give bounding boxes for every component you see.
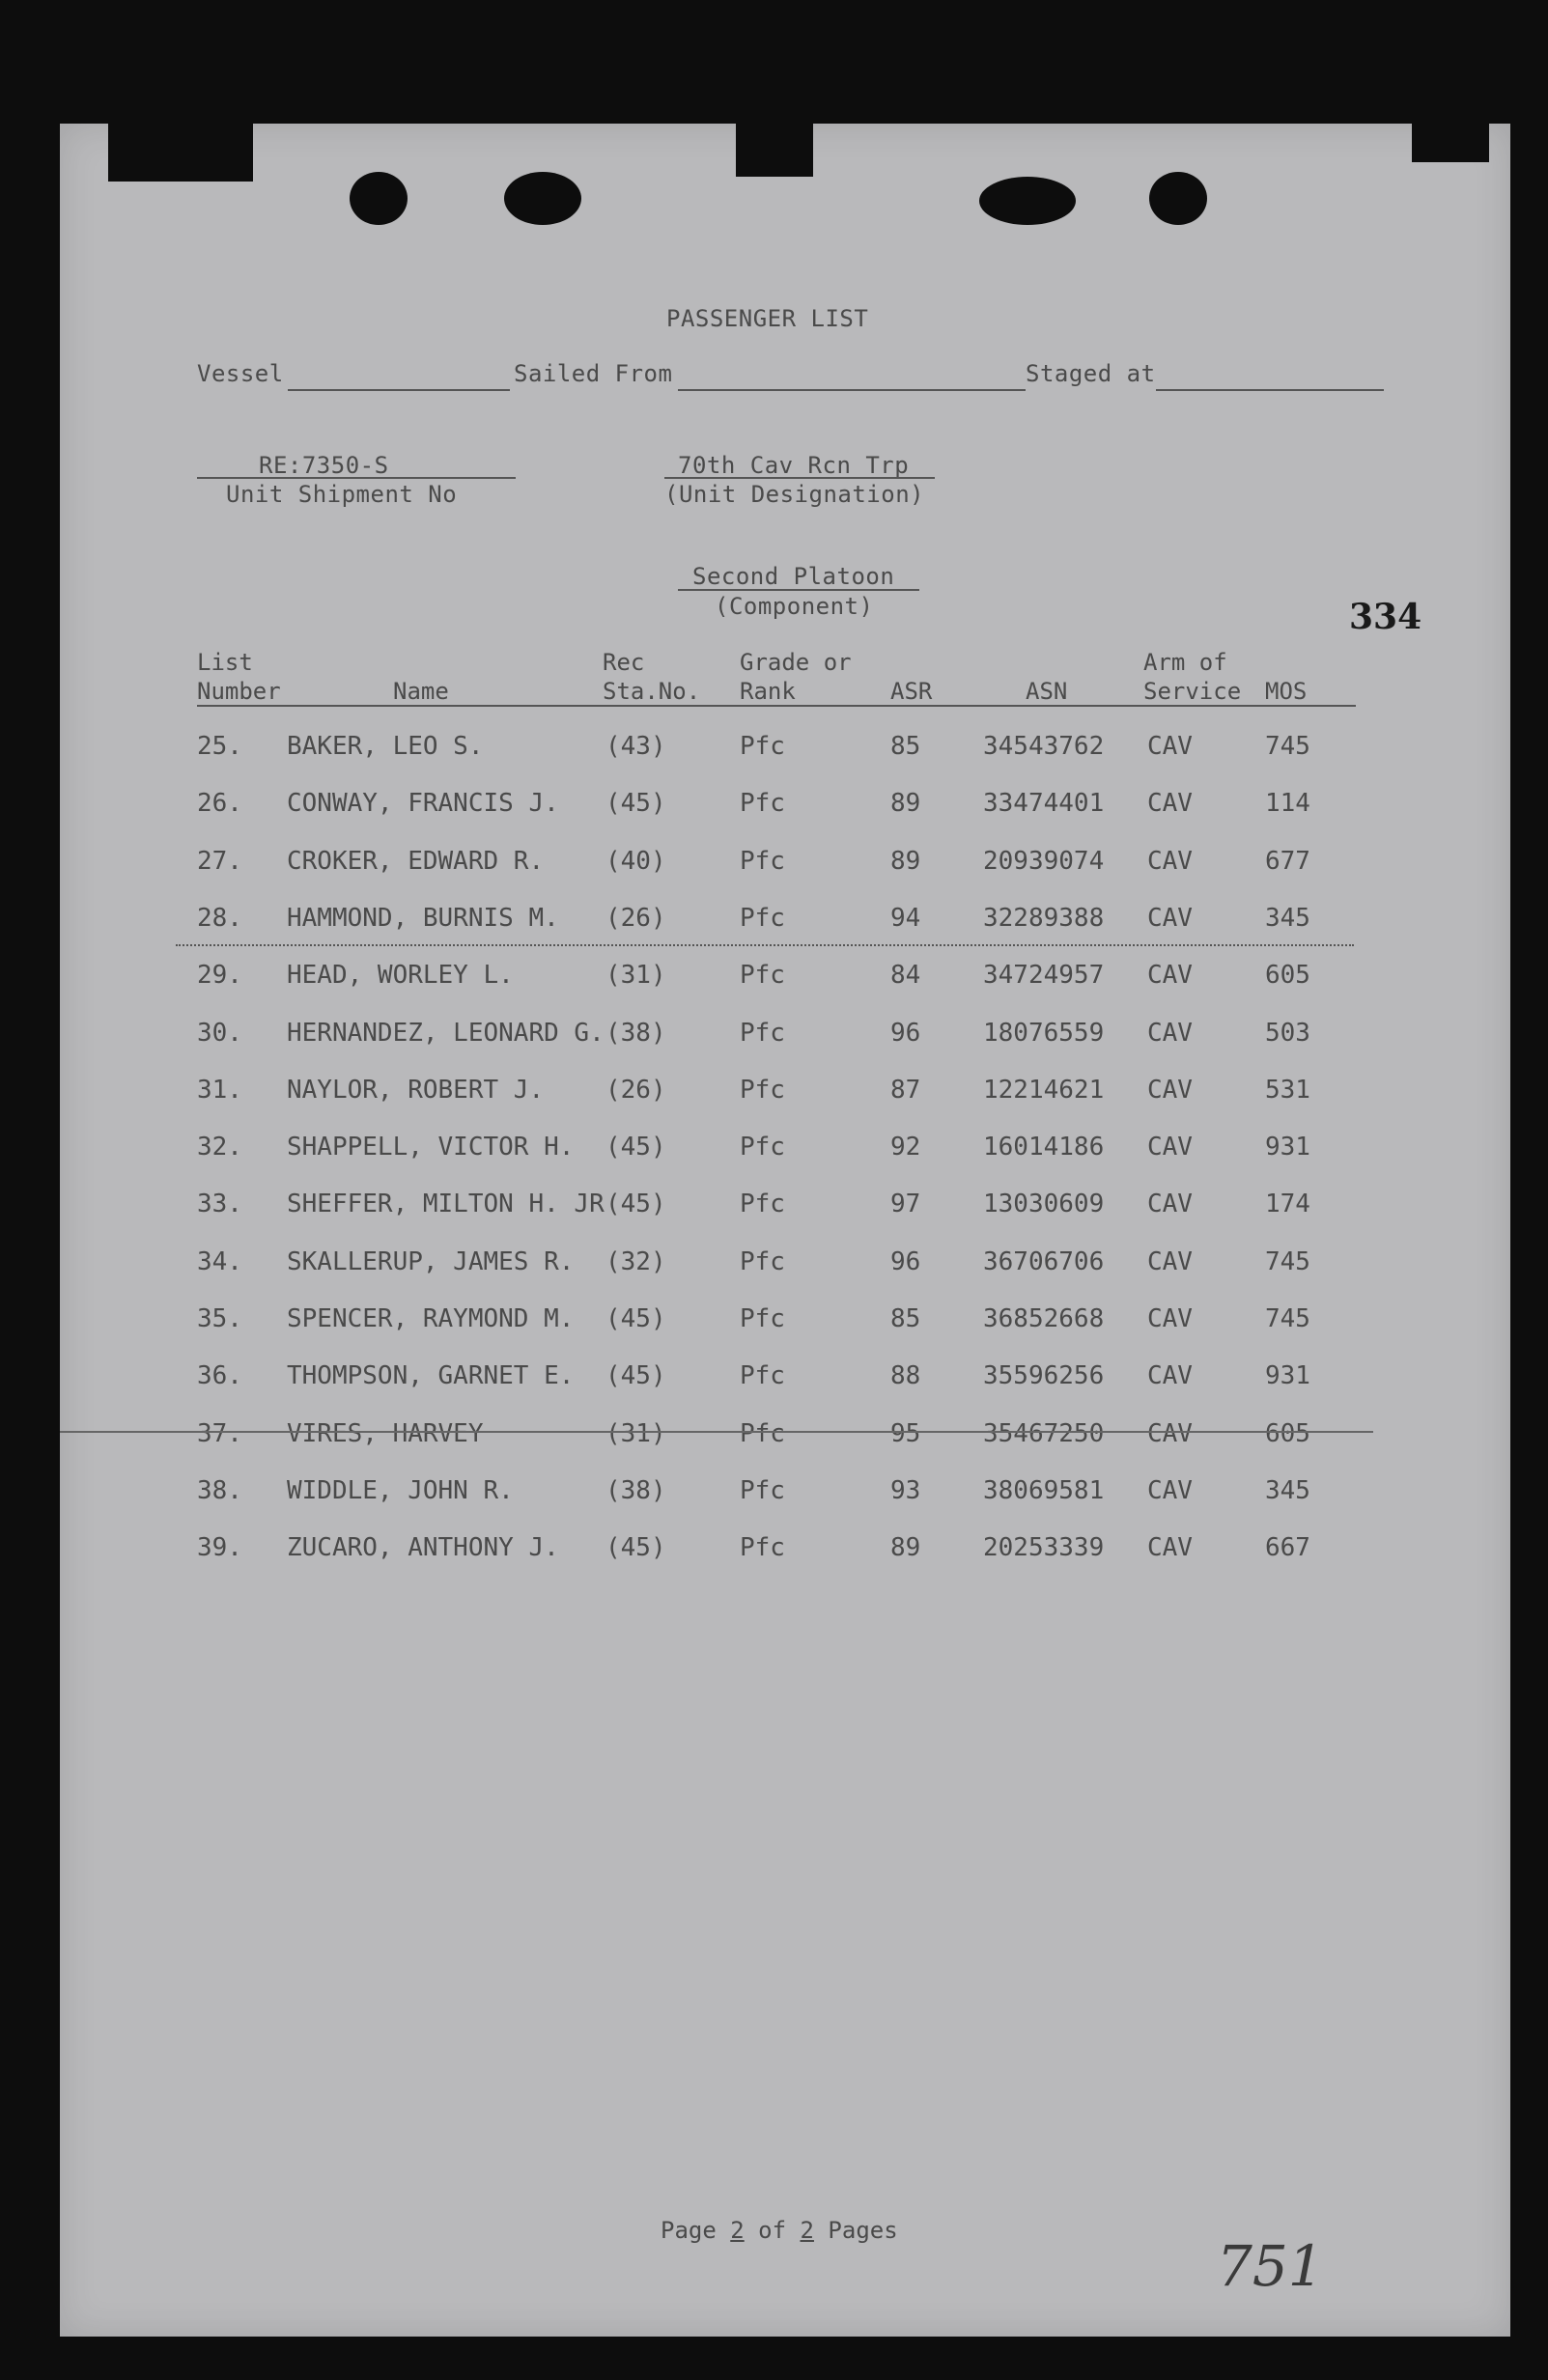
- passenger-name: VIRES, HARVEY: [287, 1418, 484, 1448]
- list-number: 36.: [197, 1361, 242, 1391]
- rec-sta: (31): [605, 1418, 666, 1448]
- asn: 36852668: [983, 1304, 1105, 1333]
- binder-hole-2: [504, 172, 581, 225]
- table-row: [60, 1019, 1510, 1057]
- list-number: 28.: [197, 903, 242, 933]
- asr: 87: [890, 1075, 921, 1105]
- component-line: [678, 589, 919, 591]
- rec-sta: (45): [605, 1190, 666, 1219]
- table-row: [60, 1533, 1510, 1572]
- asn: 18076559: [983, 1018, 1105, 1048]
- grade: Pfc: [740, 961, 785, 991]
- arm-of-service: CAV: [1147, 1075, 1193, 1105]
- mos: 745: [1265, 1304, 1310, 1333]
- rec-sta: (26): [605, 1075, 666, 1105]
- asr: 89: [890, 846, 921, 876]
- unit-designation-line: [664, 477, 935, 479]
- document-page: [60, 124, 1510, 2337]
- grade: Pfc: [740, 1475, 785, 1505]
- rec-sta: (26): [605, 903, 666, 933]
- stamp-number: 334: [1349, 597, 1422, 637]
- asn: 32289388: [983, 903, 1105, 933]
- rec-sta: (45): [605, 1361, 666, 1391]
- grade: Pfc: [740, 732, 785, 761]
- asr: 85: [890, 732, 921, 761]
- asr: 85: [890, 1304, 921, 1333]
- mos: 931: [1265, 1361, 1310, 1391]
- table-row: [60, 847, 1510, 885]
- rec-sta: (40): [605, 846, 666, 876]
- sailed-from-blank: [678, 389, 1026, 391]
- passenger-name: CROKER, EDWARD R.: [287, 846, 545, 876]
- list-number: 39.: [197, 1533, 242, 1563]
- mos: 605: [1265, 961, 1310, 991]
- component-label: (Component): [715, 593, 874, 620]
- table-row: [60, 1304, 1510, 1343]
- rec-sta: (45): [605, 789, 666, 819]
- list-number: 37.: [197, 1418, 242, 1448]
- list-number: 26.: [197, 789, 242, 819]
- asn: 16014186: [983, 1133, 1105, 1162]
- passenger-name: SPENCER, RAYMOND M.: [287, 1304, 575, 1333]
- rec-sta: (43): [605, 732, 666, 761]
- rec-sta: (31): [605, 961, 666, 991]
- mos: 345: [1265, 903, 1310, 933]
- page-title: PASSENGER LIST: [666, 305, 869, 332]
- list-number: 33.: [197, 1190, 242, 1219]
- arm-of-service: CAV: [1147, 789, 1193, 819]
- table-row: [60, 1076, 1510, 1114]
- list-number: 25.: [197, 732, 242, 761]
- asr: 88: [890, 1361, 921, 1391]
- table-row: [60, 1419, 1510, 1458]
- grade: Pfc: [740, 1190, 785, 1219]
- row-28-dotted-line: [176, 944, 1354, 946]
- grade: Pfc: [740, 789, 785, 819]
- grade: Pfc: [740, 1018, 785, 1048]
- table-row: [60, 1133, 1510, 1171]
- passenger-name: HAMMOND, BURNIS M.: [287, 903, 559, 933]
- grade: Pfc: [740, 1533, 785, 1563]
- list-number: 31.: [197, 1075, 242, 1105]
- grade: Pfc: [740, 1133, 785, 1162]
- asn: 13030609: [983, 1190, 1105, 1219]
- asn: 33474401: [983, 789, 1105, 819]
- mos: 745: [1265, 732, 1310, 761]
- arm-of-service: CAV: [1147, 1133, 1193, 1162]
- table-row: [60, 1190, 1510, 1228]
- mos: 667: [1265, 1533, 1310, 1563]
- footer-prefix: Page: [661, 2217, 717, 2244]
- rec-sta: (45): [605, 1133, 666, 1162]
- asr: 89: [890, 789, 921, 819]
- rec-sta: (45): [605, 1533, 666, 1563]
- arm-of-service: CAV: [1147, 846, 1193, 876]
- asn: 34724957: [983, 961, 1105, 991]
- list-number: 32.: [197, 1133, 242, 1162]
- rec-sta: (45): [605, 1304, 666, 1333]
- arm-of-service: CAV: [1147, 1246, 1193, 1276]
- asn: 36706706: [983, 1246, 1105, 1276]
- row-37-strike-line: [60, 1431, 1373, 1433]
- asn: 34543762: [983, 732, 1105, 761]
- asr: 89: [890, 1533, 921, 1563]
- list-number: 29.: [197, 961, 242, 991]
- passenger-name: SHAPPELL, VICTOR H.: [287, 1133, 575, 1162]
- top-blot-center: [736, 124, 813, 177]
- mos: 931: [1265, 1133, 1310, 1162]
- grade: Pfc: [740, 1075, 785, 1105]
- col-arm-1: Arm of: [1143, 649, 1227, 676]
- col-list-2: Number: [197, 678, 281, 705]
- passenger-name: BAKER, LEO S.: [287, 732, 484, 761]
- mos: 677: [1265, 846, 1310, 876]
- unit-shipment-line: [197, 477, 516, 479]
- passenger-name: HEAD, WORLEY L.: [287, 961, 514, 991]
- unit-designation-label: (Unit Designation): [664, 481, 925, 508]
- arm-of-service: CAV: [1147, 1018, 1193, 1048]
- asr: 96: [890, 1018, 921, 1048]
- asr: 92: [890, 1133, 921, 1162]
- asn: 35467250: [983, 1418, 1105, 1448]
- mos: 605: [1265, 1418, 1310, 1448]
- page-footer: [661, 2217, 898, 2244]
- asr: 84: [890, 961, 921, 991]
- staged-at-label: Staged at: [1026, 360, 1156, 387]
- footer-of: of: [758, 2217, 787, 2244]
- component-value: Second Platoon: [692, 563, 895, 590]
- unit-shipment-label: Unit Shipment No: [226, 481, 458, 508]
- passenger-name: SKALLERUP, JAMES R.: [287, 1246, 575, 1276]
- footer-suffix: Pages: [828, 2217, 898, 2244]
- list-number: 38.: [197, 1475, 242, 1505]
- grade: Pfc: [740, 846, 785, 876]
- passenger-name: WIDDLE, JOHN R.: [287, 1475, 514, 1505]
- col-asr: ASR: [890, 678, 933, 705]
- header-underline: [197, 705, 1356, 707]
- arm-of-service: CAV: [1147, 1361, 1193, 1391]
- unit-designation-value: 70th Cav Rcn Trp: [678, 452, 910, 479]
- passenger-name: ZUCARO, ANTHONY J.: [287, 1533, 559, 1563]
- vessel-label: Vessel: [197, 360, 284, 387]
- list-number: 35.: [197, 1304, 242, 1333]
- unit-shipment-value: RE:7350-S: [259, 452, 389, 479]
- list-number: 34.: [197, 1246, 242, 1276]
- col-mos: MOS: [1265, 678, 1308, 705]
- asn: 35596256: [983, 1361, 1105, 1391]
- grade: Pfc: [740, 1418, 785, 1448]
- binder-hole-3: [979, 177, 1076, 225]
- mos: 503: [1265, 1018, 1310, 1048]
- table-row: [60, 1361, 1510, 1400]
- rec-sta: (38): [605, 1018, 666, 1048]
- handwritten-number: 751: [1217, 2233, 1324, 2299]
- binder-hole-1: [350, 172, 408, 225]
- binder-hole-4: [1149, 172, 1207, 225]
- passenger-name: HERNANDEZ, LEONARD G.: [287, 1018, 605, 1048]
- col-name: Name: [393, 678, 449, 705]
- footer-current: 2: [730, 2217, 745, 2244]
- staged-at-blank: [1156, 389, 1384, 391]
- asr: 94: [890, 903, 921, 933]
- asr: 95: [890, 1418, 921, 1448]
- table-row: [60, 789, 1510, 827]
- arm-of-service: CAV: [1147, 1533, 1193, 1563]
- arm-of-service: CAV: [1147, 961, 1193, 991]
- col-rec-2: Sta.No.: [603, 678, 701, 705]
- col-asn: ASN: [1026, 678, 1068, 705]
- asr: 97: [890, 1190, 921, 1219]
- asn: 12214621: [983, 1075, 1105, 1105]
- col-list-1: List: [197, 649, 253, 676]
- rec-sta: (32): [605, 1246, 666, 1276]
- col-grade-2: Rank: [740, 678, 796, 705]
- list-number: 30.: [197, 1018, 242, 1048]
- asr: 93: [890, 1475, 921, 1505]
- mos: 745: [1265, 1246, 1310, 1276]
- table-row: [60, 1247, 1510, 1286]
- rec-sta: (38): [605, 1475, 666, 1505]
- col-grade-1: Grade or: [740, 649, 852, 676]
- passenger-name: THOMPSON, GARNET E.: [287, 1361, 575, 1391]
- arm-of-service: CAV: [1147, 1190, 1193, 1219]
- col-arm-2: Service: [1143, 678, 1242, 705]
- table-row: [60, 1476, 1510, 1515]
- arm-of-service: CAV: [1147, 1304, 1193, 1333]
- arm-of-service: CAV: [1147, 1475, 1193, 1505]
- arm-of-service: CAV: [1147, 903, 1193, 933]
- table-row: [60, 961, 1510, 999]
- table-row: [60, 732, 1510, 770]
- asr: 96: [890, 1246, 921, 1276]
- mos: 531: [1265, 1075, 1310, 1105]
- top-blot-left: [108, 124, 253, 182]
- grade: Pfc: [740, 1361, 785, 1391]
- grade: Pfc: [740, 1304, 785, 1333]
- sailed-from-label: Sailed From: [514, 360, 673, 387]
- passenger-name: SHEFFER, MILTON H. JR: [287, 1190, 605, 1219]
- col-rec-1: Rec: [603, 649, 645, 676]
- asn: 38069581: [983, 1475, 1105, 1505]
- grade: Pfc: [740, 1246, 785, 1276]
- passenger-name: NAYLOR, ROBERT J.: [287, 1075, 545, 1105]
- arm-of-service: CAV: [1147, 1418, 1193, 1448]
- passenger-name: CONWAY, FRANCIS J.: [287, 789, 559, 819]
- mos: 345: [1265, 1475, 1310, 1505]
- mos: 114: [1265, 789, 1310, 819]
- vessel-blank: [288, 389, 510, 391]
- table-row: [60, 904, 1510, 942]
- arm-of-service: CAV: [1147, 732, 1193, 761]
- mos: 174: [1265, 1190, 1310, 1219]
- asn: 20939074: [983, 846, 1105, 876]
- footer-total: 2: [800, 2217, 814, 2244]
- list-number: 27.: [197, 846, 242, 876]
- grade: Pfc: [740, 903, 785, 933]
- asn: 20253339: [983, 1533, 1105, 1563]
- top-blot-right: [1412, 124, 1489, 162]
